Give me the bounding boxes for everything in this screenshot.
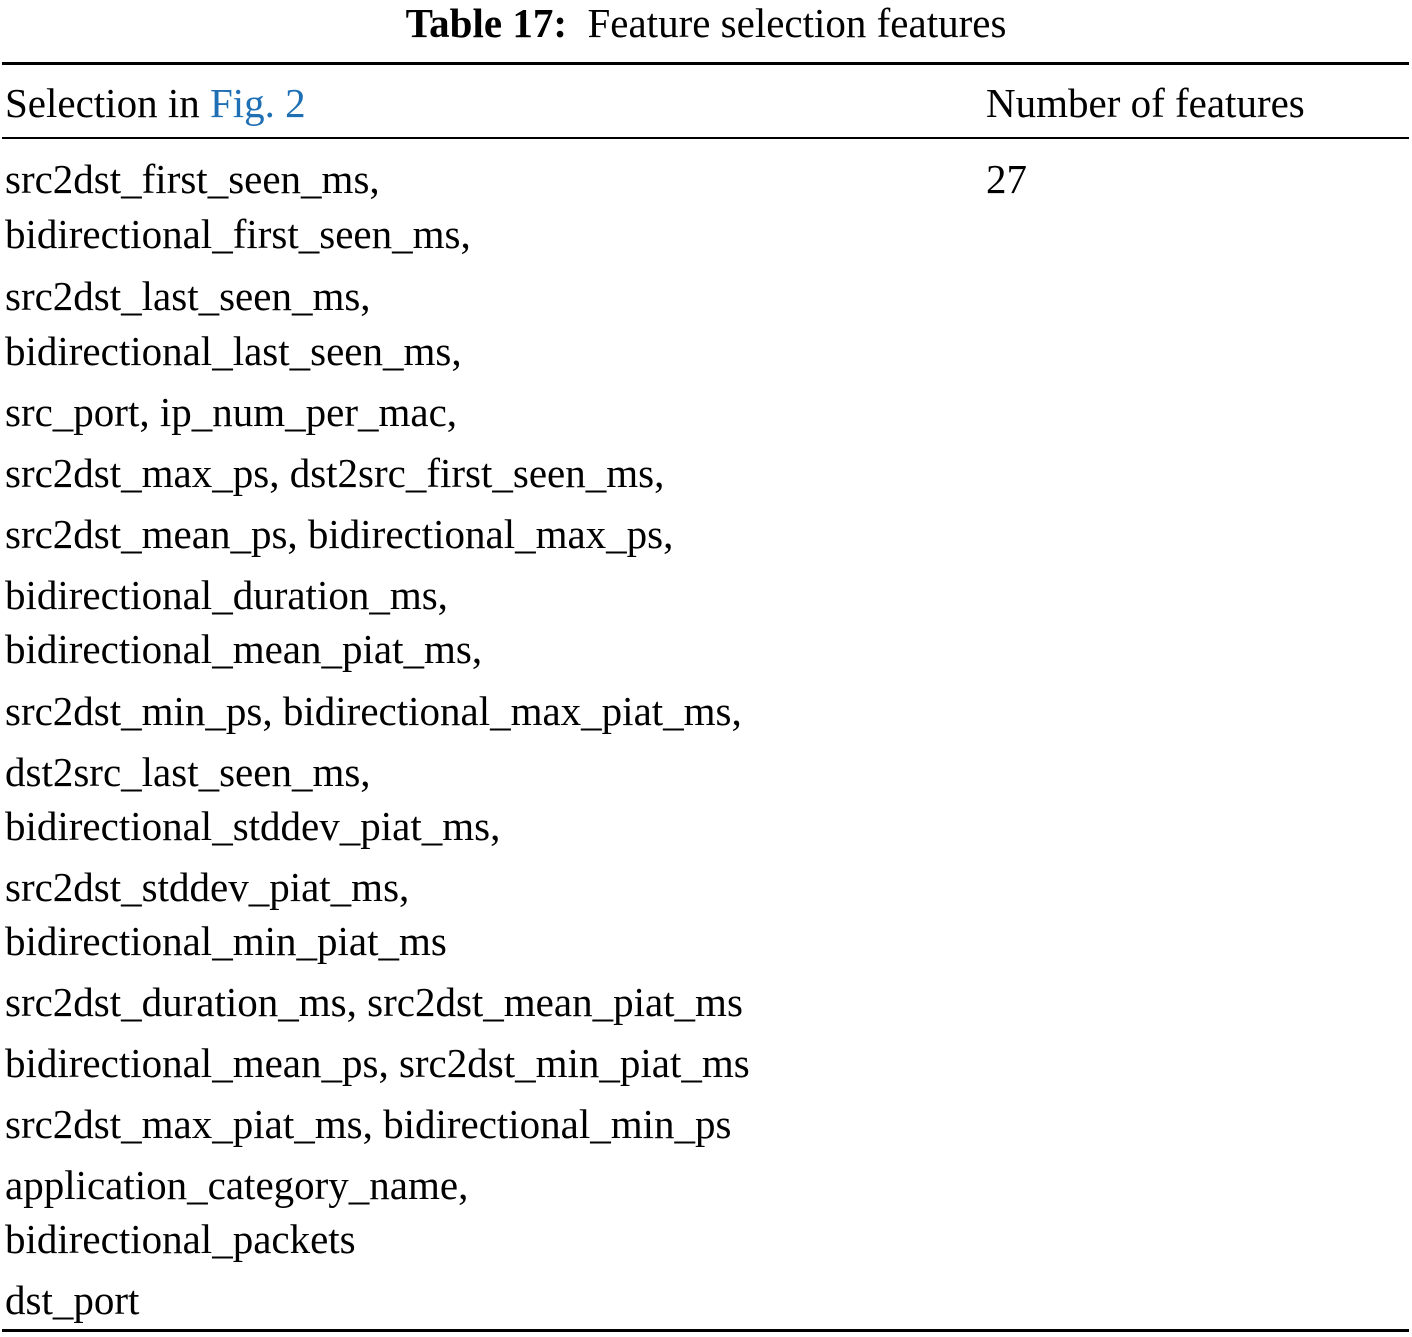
bottom-rule: [2, 1329, 1409, 1332]
feature-line: bidirectional_mean_piat_ms,: [5, 626, 483, 672]
table-header-row: [0, 77, 1412, 129]
figure-link[interactable]: Fig. 2: [209, 80, 306, 126]
feature-line: src2dst_first_seen_ms,: [5, 156, 380, 202]
feature-line: bidirectional_duration_ms,: [5, 572, 448, 618]
feature-line: src2dst_mean_ps, bidirectional_max_ps,: [5, 511, 674, 557]
feature-line: src2dst_duration_ms, src2dst_mean_piat_ms: [5, 979, 743, 1025]
feature-line: src_port, ip_num_per_mac,: [5, 389, 458, 435]
feature-line: bidirectional_mean_ps, src2dst_min_piat_ms: [5, 1040, 750, 1086]
feature-line: dst2src_last_seen_ms,: [5, 749, 371, 795]
feature-line: src2dst_stddev_piat_ms,: [5, 864, 410, 910]
feature-line: src2dst_max_ps, dst2src_first_seen_ms,: [5, 450, 665, 496]
top-rule: [2, 62, 1409, 65]
header-number-of-features: Number of features: [986, 80, 1305, 126]
feature-line: bidirectional_first_seen_ms,: [5, 211, 471, 257]
header-selection: [5, 77, 306, 129]
feature-count-cell: 27: [986, 156, 1027, 202]
feature-line: bidirectional_last_seen_ms,: [5, 328, 462, 374]
feature-line: src2dst_last_seen_ms,: [5, 273, 371, 319]
feature-line: bidirectional_packets: [5, 1216, 356, 1262]
feature-line: bidirectional_min_piat_ms: [5, 918, 447, 964]
feature-line: src2dst_max_piat_ms, bidirectional_min_ps: [5, 1101, 732, 1147]
header-rule: [2, 137, 1409, 139]
feature-line: bidirectional_stddev_piat_ms,: [5, 803, 501, 849]
header-selection-text: Selection in: [5, 80, 210, 126]
table-caption-label: Table 17:: [405, 0, 567, 46]
feature-line: dst_port: [5, 1277, 140, 1323]
table-caption: [0, 0, 1412, 50]
table-caption-text: Feature selection features: [587, 0, 1007, 46]
feature-line: src2dst_min_ps, bidirectional_max_piat_ms,: [5, 688, 742, 734]
feature-line: application_category_name,: [5, 1162, 469, 1208]
